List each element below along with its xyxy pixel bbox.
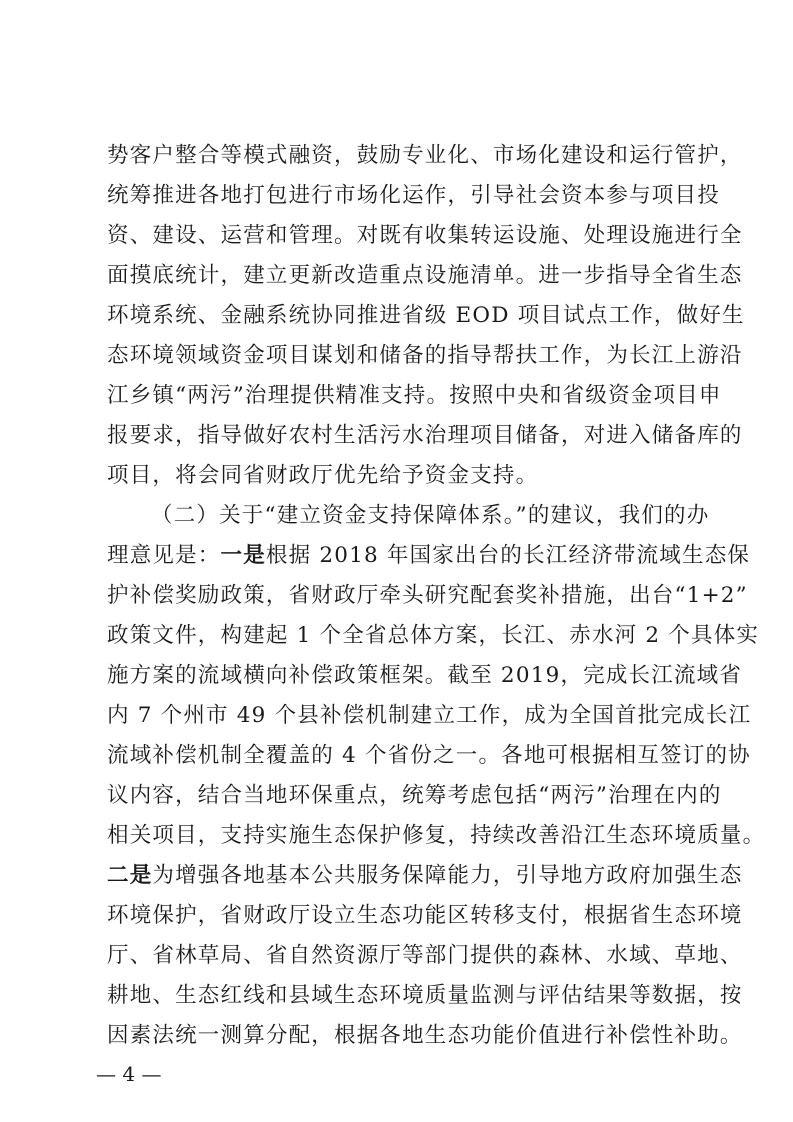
text-line-8: 报要求，指导做好农村生活污水治理项目储备，对进入储备库的 [107,423,743,448]
page-number: — 4 — [96,1062,162,1086]
text-line-1: 势客户整合等模式融资，鼓励专业化、市场化建设和运行管护， [107,143,743,168]
text-line-7: 江乡镇“两污”治理提供精准支持。按照中央和省级资金项目申 [107,383,722,408]
text-line-17: 议内容，结合当地环保重点，统筹考虑包括“两污”治理在内的 [107,783,722,808]
text-line-11-rest: 根据 2018 年国家出台的长江经济带流域生态保 [265,543,751,568]
text-line-3: 资、建设、运营和管理。对既有收集转运设施、处理设施进行全 [107,223,743,248]
text-line-6: 态环境领域资金项目谋划和储备的指导帮扶工作，为长江上游沿 [107,343,743,368]
text-line-4: 面摸底统计，建立更新改造重点设施清单。进一步指导全省生态 [107,263,743,288]
text-line-11-start: 理意见是： [107,543,221,568]
text-line-22: 耕地、生态红线和县域生态环境质量监测与评估结果等数据，按 [107,983,743,1008]
text-line-11 [107,542,751,570]
text-line-23: 因素法统一测算分配，根据各地生态功能价值进行补偿性补助。 [107,1023,743,1048]
text-line-20: 环境保护，省财政厅设立生态功能区转移支付，根据省生态环境 [107,903,743,928]
text-line-18: 相关项目，支持实施生态保护修复，持续改善沿江生态环境质量。 [107,823,766,848]
text-line-15: 内 7 个州市 49 个县补偿机制建立工作，成为全国首批完成长江 [107,703,752,728]
text-line-19 [107,862,743,890]
text-line-5: 环境系统、金融系统协同推进省级 EOD 项目试点工作，做好生 [107,303,745,328]
point-two-marker: 二是 [107,863,153,888]
text-line-19-rest: 为增强各地基本公共服务保障能力，引导地方政府加强生态 [152,863,743,888]
text-line-14: 施方案的流域横向补偿政策框架。截至 2019，完成长江流域省 [107,663,743,688]
text-line-13: 政策文件，构建起 1 个全省总体方案，长江、赤水河 2 个具体实 [107,623,760,648]
text-line-12: 护补偿奖励政策，省财政厅牵头研究配套奖补措施，出台“1+2” [107,583,748,608]
text-line-10: （二）关于“建立资金支持保障体系。”的建议，我们的办 [151,503,710,528]
text-line-9: 项目，将会同省财政厅优先给予资金支持。 [107,463,539,488]
point-one-marker: 一是 [220,543,266,568]
text-line-2: 统筹推进各地打包进行市场化运作，引导社会资本参与项目投 [107,183,720,208]
text-line-16: 流域补偿机制全覆盖的 4 个省份之一。各地可根据相互签订的协 [107,743,751,768]
text-line-21: 厅、省林草局、省自然资源厅等部门提供的森林、水域、草地、 [107,943,743,968]
